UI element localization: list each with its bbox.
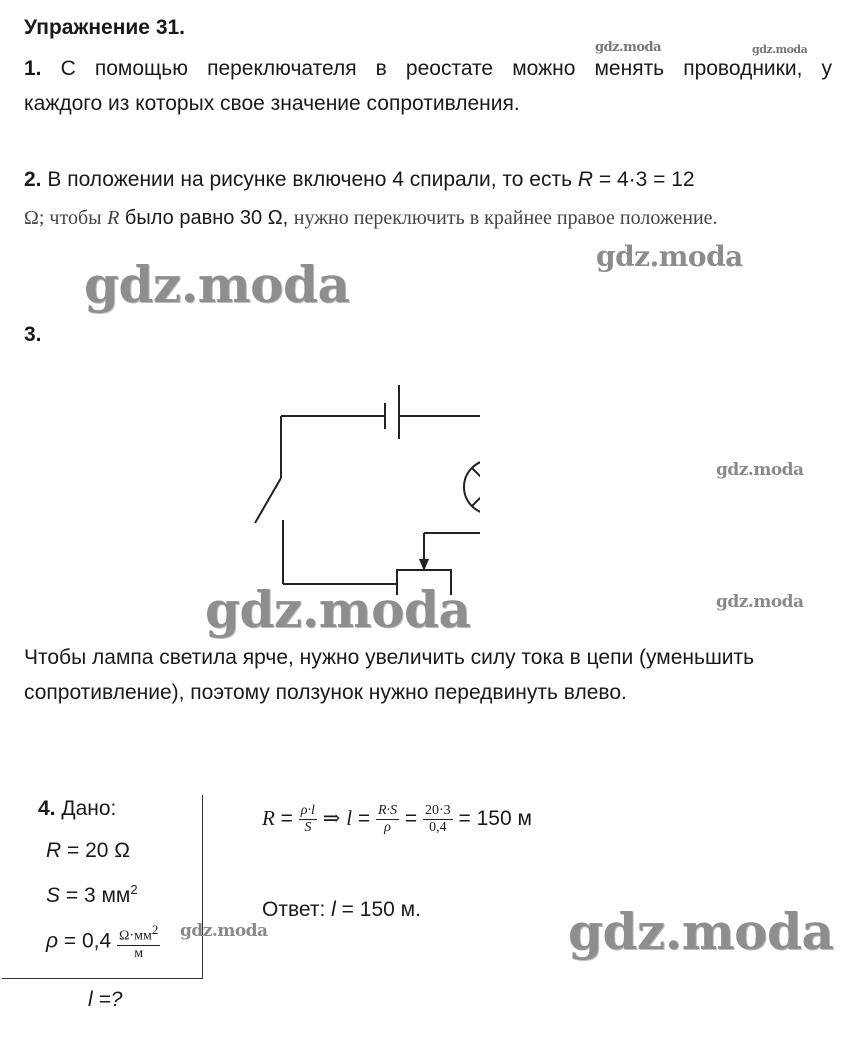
given-r-val: = 20 Ω [67, 839, 131, 862]
q4-given-label: Дано: [61, 797, 117, 820]
given-rho-unit-sup: 2 [151, 922, 159, 937]
given-rho-unit [117, 922, 160, 962]
given-divider-vertical [202, 795, 203, 978]
q2-switch-text: нужно переключить в крайнее правое положение. [293, 207, 718, 229]
given-s-var: S [46, 884, 61, 907]
answer-label: Ответ: [262, 898, 326, 921]
given-r-var: R [46, 839, 62, 862]
watermark: gdz.moda [205, 580, 471, 639]
formula-l: l [346, 806, 353, 830]
q2-ohm-text: Ω; чтобы [24, 207, 102, 229]
watermark: gdz.moda [84, 255, 350, 314]
q2-equal-30: было равно 30 Ω, [124, 207, 289, 229]
watermark: gdz.moda [595, 40, 662, 55]
watermark: gdz.moda [180, 921, 268, 941]
q3-text-line2: сопротивление), поэтому ползунок нужно передвинуть влево. [24, 681, 627, 704]
formula-frac3 [423, 803, 453, 836]
given-divider-horizontal [2, 978, 203, 979]
q2-r-variable-2: R [107, 207, 120, 229]
frac3-den: 0,4 [429, 819, 447, 835]
given-rho-val: = 0,4 [63, 929, 112, 953]
q2-text-line1: В положении на рисунке включено 4 спирали, то есть [47, 168, 573, 191]
formula-r: R [262, 806, 275, 830]
formula-row [262, 798, 532, 839]
frac1-num: ρ·l [300, 802, 315, 818]
q1-text-line1: С помощью переключателя в реостате можно менять проводники, у [60, 57, 832, 80]
given-rho-unit-num: Ω·мм [119, 928, 152, 944]
q2-line2 [24, 201, 718, 235]
watermark: gdz.moda [568, 902, 834, 961]
given-s-sup: 2 [130, 882, 138, 897]
switch-blade [255, 478, 281, 523]
answer [262, 893, 421, 927]
given-rho-unit-den: м [134, 945, 144, 961]
watermark: gdz.moda [752, 43, 808, 56]
given-s-val: = 3 мм [65, 884, 131, 907]
given-find [88, 983, 122, 1017]
formula-frac2 [376, 803, 399, 836]
watermark: gdz.moda [596, 240, 743, 273]
q4-number: 4. [38, 797, 56, 820]
frac2-den: ρ [384, 819, 391, 835]
given-s [46, 873, 138, 913]
watermark: gdz.moda [716, 460, 804, 480]
q3-number: 3. [24, 323, 42, 346]
formula-eq1: = [280, 807, 293, 830]
circuit-diagram [240, 375, 480, 595]
q1-text-line2: каждого из которых свое значение сопротивления. [24, 92, 520, 115]
answer-var: l [331, 898, 336, 921]
frac2-num: R·S [377, 802, 398, 818]
given-r [46, 834, 130, 868]
frac3-num: 20·3 [425, 802, 451, 818]
formula-eq3: = [404, 807, 418, 830]
q1-line1 [24, 52, 832, 86]
q2-line1 [24, 163, 695, 197]
given-rho [46, 922, 160, 962]
q1-number: 1. [24, 57, 42, 80]
frac1-den: S [304, 819, 312, 835]
answer-value: = 150 м. [341, 898, 421, 921]
q3-text-line1: Чтобы лампа светила ярче, нужно увеличить силу тока в цепи (уменьшить [24, 646, 755, 669]
formula-eq2: = [357, 807, 371, 830]
formula-result: = 150 м [458, 807, 532, 830]
find-l: l =? [88, 988, 123, 1011]
q4-header [38, 792, 116, 826]
exercise-title: Упражнение 31. [24, 16, 186, 39]
formula-arrow: ⇒ [322, 806, 341, 830]
watermark: gdz.moda [716, 592, 804, 612]
formula-frac1 [299, 803, 317, 836]
q2-number: 2. [24, 168, 42, 191]
q2-formula: = 4·3 = 12 [598, 168, 695, 191]
given-rho-var: ρ [46, 929, 59, 953]
q2-r-variable: R [577, 168, 594, 191]
